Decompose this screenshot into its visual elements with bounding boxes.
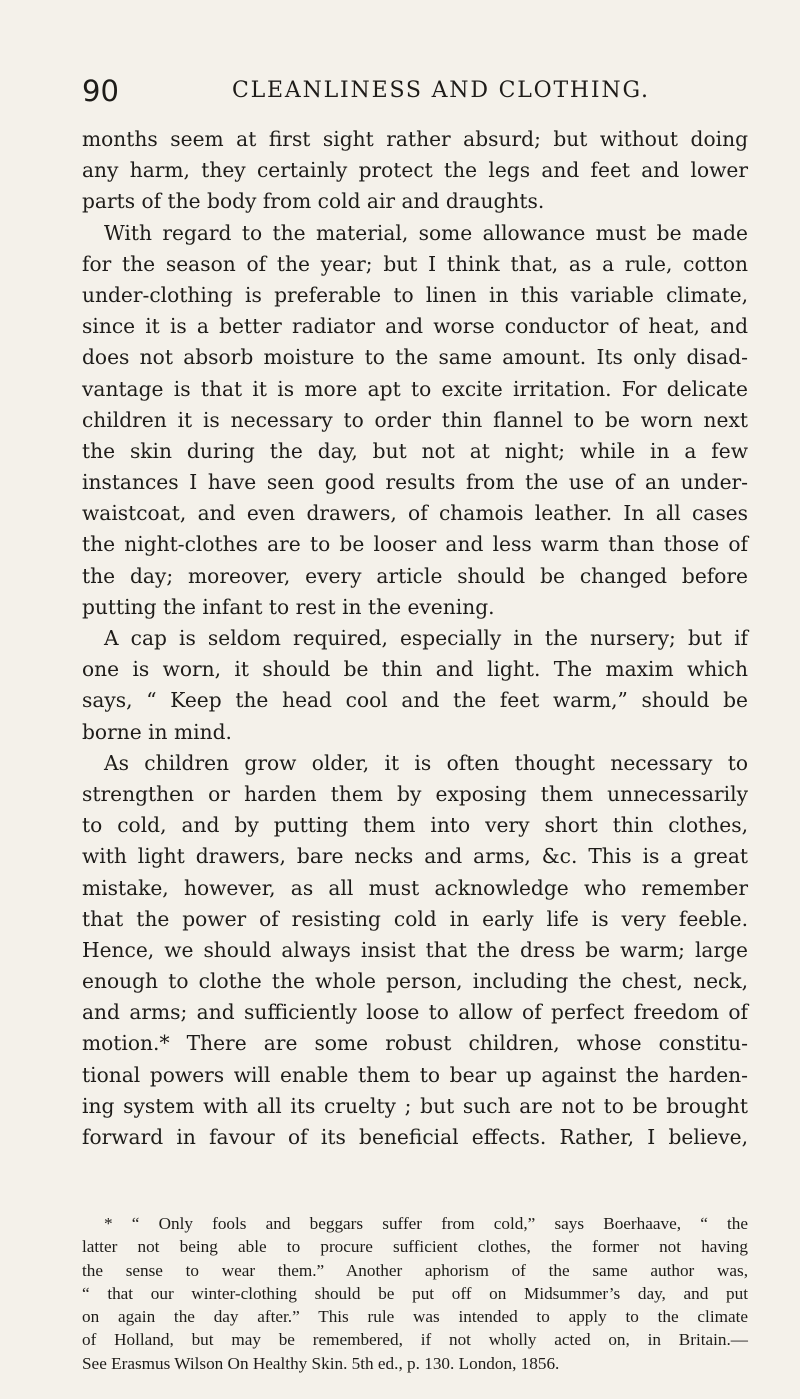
body-line: tional powers will enable them to bear up against the harden- xyxy=(82,1062,748,1087)
body-line: mistake, however, as all must acknowledge who remember xyxy=(82,875,748,900)
body-line: instances I have seen good results from the use of an under- xyxy=(82,470,748,495)
footnote-line: on again the day after.” This rule was intended to apply to the climate xyxy=(82,1307,748,1327)
body-line: to cold, and by putting them into very short thin clothes, xyxy=(82,813,748,838)
body-line: says, “ Keep the head cool and the feet warm,” should be xyxy=(82,688,748,713)
body-line: waistcoat, and even drawers, of chamois leather. In all cases xyxy=(82,501,748,526)
body-line: A cap is seldom required, especially in the nursery; but if xyxy=(104,626,748,650)
body-line: enough to clothe the whole person, including the chest, neck, xyxy=(82,969,748,994)
body-line: Hence, we should always insist that the dress be warm; large xyxy=(82,937,748,962)
body-line: With regard to the material, some allowance must be made xyxy=(104,220,748,245)
footnote-line: latter not being able to procure sufficient clothes, the former not having xyxy=(82,1237,748,1257)
body-line: As children grow older, it is often thought necessary to xyxy=(104,750,748,775)
body-line: strengthen or harden them by exposing them unnecessarily xyxy=(82,781,748,806)
body-line: for the season of the year; but I think that, as a rule, cotton xyxy=(82,251,748,276)
body-line: any harm, they certainly protect the legs and feet and lower xyxy=(82,158,748,183)
body-line: that the power of resisting cold in early life is very feeble. xyxy=(82,906,748,931)
body-line: putting the infant to rest in the evening. xyxy=(82,594,495,619)
body-line: and arms; and sufficiently loose to allow of perfect freedom of xyxy=(82,1000,748,1025)
page-header xyxy=(82,74,748,114)
body-line: the night-clothes are to be looser and less warm than those of xyxy=(82,532,748,557)
body-line: motion.* There are some robust children, whose constitu- xyxy=(82,1031,748,1056)
body-line: with light drawers, bare necks and arms, &c. This is a great xyxy=(82,844,748,869)
footnote-line: “ that our winter-clothing should be put off on Midsummer’s day, and put xyxy=(82,1283,748,1303)
footnote-line: of Holland, but may be remembered, if not wholly acted on, in Britain.— xyxy=(82,1330,748,1350)
body-line: vantage is that it is more apt to excite irritation. For delicate xyxy=(82,376,748,401)
footnote-line: See Erasmus Wilson On Healthy Skin. 5th ed., p. 130. London, 1856. xyxy=(82,1353,560,1373)
footnote-line: * “ Only fools and beggars suffer from cold,” says Boerhaave, “ the xyxy=(104,1214,748,1233)
body-text xyxy=(82,124,748,1153)
body-line: parts of the body from cold air and draughts. xyxy=(82,189,545,214)
body-line: children it is necessary to order thin flannel to be worn next xyxy=(82,407,748,432)
body-line: one is worn, it should be thin and light. The maxim which xyxy=(82,657,748,682)
footnote-line: the sense to wear them.” Another aphorism of the same author was, xyxy=(82,1260,748,1280)
body-line: ing system with all its cruelty ; but such are not to be brought xyxy=(82,1093,748,1118)
body-line: months seem at first sight rather absurd; but without doing xyxy=(82,127,748,151)
body-line: does not absorb moisture to the same amount. Its only disad- xyxy=(82,345,748,370)
body-line: the day; moreover, every article should be changed before xyxy=(82,563,748,588)
footnote xyxy=(82,1212,748,1375)
running-head: CLEANLINESS AND CLOTHING. xyxy=(232,78,650,103)
page-number: 90 xyxy=(82,74,119,108)
body-line: forward in favour of its beneficial effects. Rather, I believe, xyxy=(82,1125,748,1149)
body-line: borne in mind. xyxy=(82,719,232,744)
body-line: the skin during the day, but not at night; while in a few xyxy=(82,438,748,463)
body-line: under-clothing is preferable to linen in this variable climate, xyxy=(82,282,748,307)
body-line: since it is a better radiator and worse conductor of heat, and xyxy=(82,314,748,339)
